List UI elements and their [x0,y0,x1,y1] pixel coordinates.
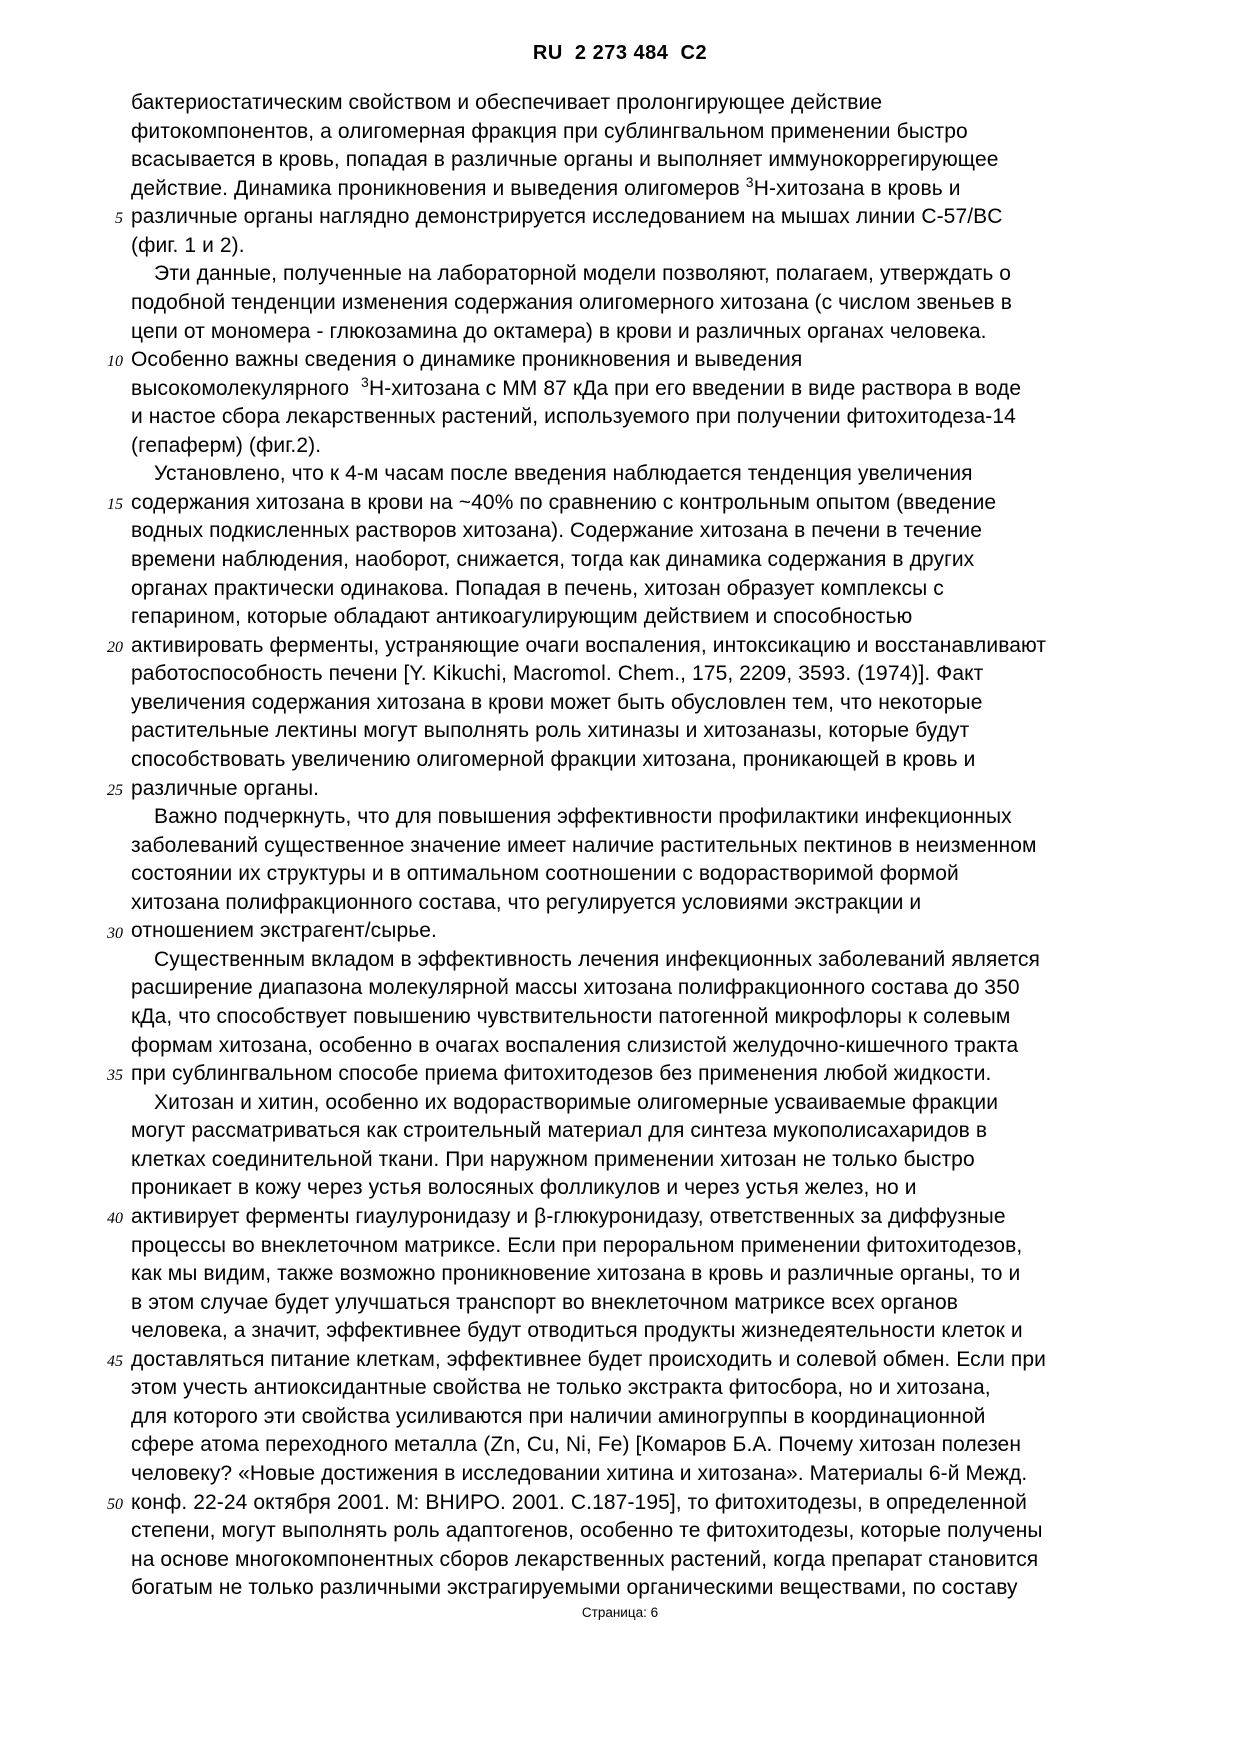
body-text [131,89,1161,1603]
line-number: 35 [107,1067,123,1085]
text-line: для которого эти свойства усиливаются при наличии аминогруппы в координационной [131,1404,986,1428]
text-line: доставляться питание клеткам, эффективнее будет происходить и солевой обмен. Если при [131,1347,1046,1371]
text-line: всасывается в кровь, попадая в различные органы и выполняет иммунокоррегирующее [131,148,999,172]
text-line: фитокомпонентов, а олигомерная фракция при сублингвальном применении быстро [131,119,968,143]
text-line: конф. 22-24 октября 2001. М: ВНИРО. 2001. С.187-195], то фитохитодезы, в определенной [131,1490,1027,1514]
text-line: времени наблюдения, наоборот, снижается, тогда как динамика содержания в других [131,548,975,571]
text-line: этом учесть антиоксидантные свойства не только экстракта фитосбора, но и хитозана, [131,1376,991,1400]
text-line: различные органы. [131,776,320,800]
text-line: Особенно важны сведения о динамике проникновения и выведения [131,348,803,372]
text-line: гепарином, которые обладают антикоагулирующим действием и способностью [131,605,913,629]
line-number: 40 [107,1210,123,1228]
text-line: на основе многокомпонентных сборов лекарственных растений, когда препарат становится [131,1547,1039,1571]
text-line: кДа, что способствует повышению чувствительности патогенной микрофлоры к солевым [131,1005,1011,1028]
text-line: клетках соединительной ткани. При наружном применении хитозан не только быстро [131,1147,975,1171]
text-line: проникает в кожу через устья волосяных фолликулов и через устья желез, но и [131,1176,917,1200]
text-line: человеку? «Новые достижения в исследовании хитина и хитозана». Материалы 6-й Межд. [131,1462,1028,1485]
text-line: богатым не только различными экстрагируемыми органическими веществами, по составу [131,1576,1018,1600]
line-number: 20 [107,638,123,656]
document-number-header: RU 2 273 484 C2 [532,42,708,64]
text-line: действие. Динамика проникновения и выведения олигомеров 3H-хитозана в кровь и [131,173,961,200]
text-line: бактериостатическим свойством и обеспечивает пролонгирующее действие [131,91,883,114]
text-line: работоспособность печени [Y. Kikuchi, Macromol. Chem., 175, 2209, 3593. (1974)]. Факт [131,662,984,686]
text-line: заболеваний существенное значение имеет наличие растительных пектинов в неизменном [131,833,1037,857]
line-number: 25 [107,781,123,799]
text-line: в этом случае будет улучшаться транспорт во внеклеточном матриксе всех органов [131,1290,959,1314]
line-number: 50 [107,1495,123,1513]
text-line: активирует ферменты гиаулуронидазу и β-глюкуронидазу, ответственных за диффузные [131,1204,1006,1228]
line-number: 30 [107,924,123,942]
text-line: активировать ферменты, устраняющие очаги воспаления, интоксикацию и восстанавливают [131,633,1047,657]
text-line: способствовать увеличению олигомерной фракции хитозана, проникающей в кровь и [131,747,976,771]
text-line: хитозана полифракционного состава, что регулируется условиями экстракции и [131,890,922,914]
line-number: 45 [107,1353,123,1371]
text-line: степени, могут выполнять роль адаптогенов, особенно те фитохитодезы, которые получены [131,1519,1043,1543]
text-line: органах практически одинакова. Попадая в печень, хитозан образует комплексы с [131,576,944,600]
text-line: Важно подчеркнуть, что для повышения эффективности профилактики инфекционных [154,805,1012,829]
line-number: 10 [107,353,123,371]
text-line: Эти данные, полученные на лабораторной модели позволяют, полагаем, утверждать о [154,262,1012,286]
text-line: (гепаферм) (фиг.2). [131,433,322,457]
text-line: Существенным вкладом в эффективность лечения инфекционных заболеваний является [154,947,1041,971]
text-line: растительные лектины могут выполнять роль хитиназы и хитозаназы, которые будут [131,719,970,743]
text-line: подобной тенденции изменения содержания олигомерного хитозана (с числом звеньев в [131,290,1012,314]
text-line: могут рассматриваться как строительный материал для синтеза мукополисахаридов в [131,1119,988,1143]
line-number-gutter [0,91,123,1616]
text-line: увеличения содержания хитозана в крови может быть обусловлен тем, что некоторые [131,690,983,714]
text-line: процессы во внеклеточном матриксе. Если при пероральном применении фитохитодезов, [131,1233,1023,1257]
text-line: цепи от мономера - глюкозамина до октамера) в крови и различных органах человека. [131,319,987,343]
line-number: 5 [115,210,123,228]
text-line: сфере атома переходного металла (Zn, Cu, Ni, Fe) [Комаров Б.А. Почему хитозан полезен [131,1433,1022,1457]
text-line: отношением экстрагент/сырье. [131,919,437,943]
text-line: расширение диапазона молекулярной массы хитозана полифракционного состава до 350 [131,976,1020,1000]
line-number: 15 [107,495,123,513]
text-line: формам хитозана, особенно в очагах воспаления слизистой желудочно-кишечного тракта [131,1033,1019,1057]
text-line: состоянии их структуры и в оптимальном соотношении с водорастворимой формой [131,862,959,886]
text-line: высокомолекулярного 3H-хитозана с ММ 87 кДа при его введении в виде раствора в воде [131,373,1022,400]
text-line: различные органы наглядно демонстрируется исследованием на мышах линии C-57/BC [131,205,1003,229]
text-line: содержания хитозана в крови на ~40% по сравнению с контрольным опытом (введение [131,490,997,514]
text-line: Хитозан и хитин, особенно их водорастворимые олигомерные усваиваемые фракции [154,1090,999,1114]
text-line: и настое сбора лекарственных растений, используемого при получении фитохитодеза-14 [131,405,1016,429]
text-line: водных подкисленных растворов хитозана). Содержание хитозана в печени в течение [131,519,983,543]
page-number-footer: Страница: 6 [581,1605,659,1620]
text-line: при сублингвальном способе приема фитохитодезов без применения любой жидкости. [131,1062,992,1086]
text-line: как мы видим, также возможно проникновение хитозана в кровь и различные органы, то и [131,1262,1021,1286]
text-line: (фиг. 1 и 2). [131,233,245,257]
text-line: Установлено, что к 4-м часам после введения наблюдается тенденция увеличения [154,462,973,486]
text-line: человека, а значит, эффективнее будут отводиться продукты жизнедеятельности клеток и [131,1319,1023,1343]
